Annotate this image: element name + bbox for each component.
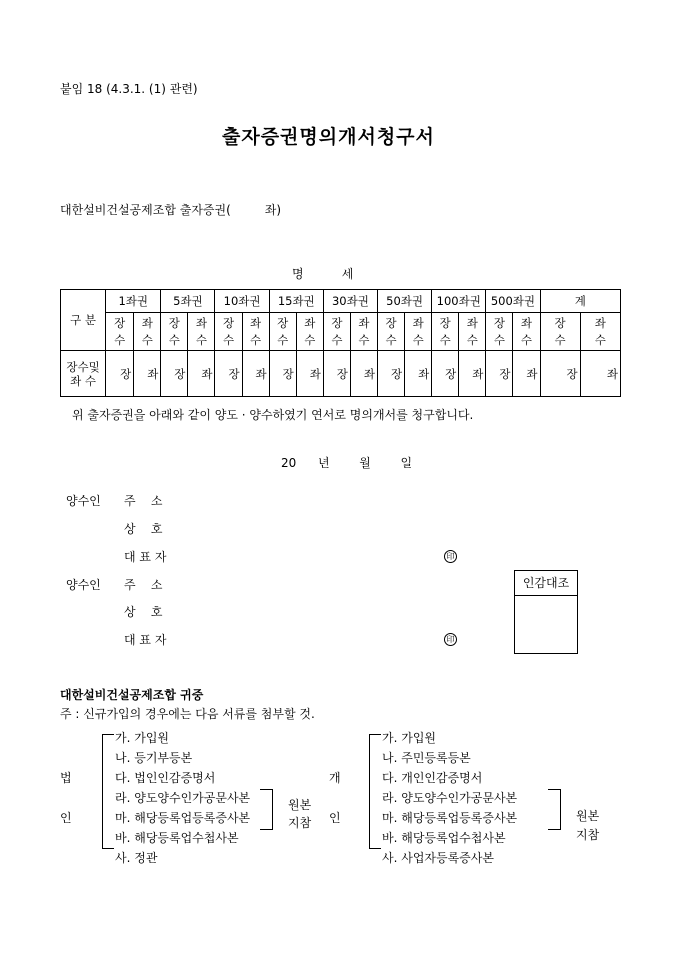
sub-header-units-8	[580, 313, 620, 351]
transferee-company-label: 상 호	[124, 605, 163, 619]
denomination-row	[61, 290, 621, 313]
individual-original: 원본	[576, 809, 600, 823]
transferor-address-label: 주 소	[124, 494, 163, 508]
sub-header-label: 장 수	[331, 315, 343, 347]
sub-header-row	[61, 313, 621, 351]
subject-prefix: 대한설비건설공제조합 출자증권(	[60, 203, 231, 217]
corporate-bring: 지참	[288, 816, 312, 830]
document-item: 가. 가입원	[115, 731, 169, 745]
value-cell-units-1[interactable]	[188, 351, 215, 397]
sub-header-label: 장 수	[222, 315, 235, 347]
individual-bracket-line	[369, 734, 370, 849]
corporate-label-1: 법	[60, 771, 72, 785]
value-cell-units-3[interactable]	[296, 351, 323, 397]
date-m: 월	[359, 456, 371, 470]
unit-label: 좌	[201, 366, 213, 381]
sub-header-units-2	[242, 313, 269, 351]
individual-label-1: 개	[329, 771, 341, 785]
row-header-count-label: 장수및 좌 수	[66, 359, 100, 388]
seal-icon: 印	[444, 550, 457, 563]
individual-label-2: 인	[329, 811, 341, 825]
sub-header-count-0	[106, 313, 134, 351]
sub-header-units-7	[513, 313, 540, 351]
sub-header-label: 좌 수	[195, 315, 207, 347]
sub-header-label: 장 수	[277, 315, 289, 347]
value-cell-units-5[interactable]	[405, 351, 432, 397]
unit-label: 장	[336, 366, 348, 381]
attachment-ref: 붙임 18 (4.3.1. (1) 관련)	[60, 82, 198, 96]
corporate-sub-bracket-bottom	[260, 829, 272, 830]
document-item: 마. 해당등록업등록증사본	[382, 811, 518, 825]
sub-header-units-6	[459, 313, 486, 351]
corporate-bracket-bottom	[102, 848, 114, 849]
unit-label: 장	[120, 366, 132, 381]
sub-header-label: 장 수	[493, 315, 505, 347]
individual-sub-bracket	[560, 789, 561, 830]
corporate-bracket-line	[102, 734, 103, 849]
individual-sub-bracket-top	[548, 789, 560, 790]
individual-bracket-top	[369, 734, 381, 735]
sub-header-label: 좌 수	[466, 315, 478, 347]
value-row	[61, 351, 621, 397]
corporate-sub-bracket	[272, 789, 273, 830]
document-item: 다. 법인인감증명서	[115, 771, 216, 785]
denom-total: 계	[540, 290, 620, 313]
value-cell-count-6[interactable]	[432, 351, 459, 397]
unit-label: 장	[566, 366, 578, 381]
value-cell-units-2[interactable]	[242, 351, 269, 397]
detail-label: 명 세	[292, 267, 354, 281]
corporate-sub-bracket-top	[260, 789, 272, 790]
row-header-count	[61, 351, 106, 397]
document-item: 라. 양도양수인가공문사본	[115, 791, 251, 805]
document-item: 나. 등기부등본	[115, 751, 193, 765]
value-cell-units-4[interactable]	[350, 351, 377, 397]
sub-header-label: 좌 수	[304, 315, 316, 347]
note: 주 : 신규가입의 경우에는 다음 서류를 첨부할 것.	[60, 707, 315, 721]
sub-header-units-0	[134, 313, 161, 351]
unit-label: 좌	[363, 366, 375, 381]
individual-sub-bracket-bottom	[548, 829, 560, 830]
denom-15: 15좌권	[269, 290, 323, 313]
page-title: 출자증권명의개서청구서	[222, 126, 435, 148]
row-header-type: 구 분	[61, 290, 106, 351]
seal-comparison-label: 인감대조	[515, 571, 577, 596]
transferor-role: 양수인	[66, 494, 101, 508]
sub-header-label: 좌 수	[520, 315, 533, 347]
value-cell-count-0[interactable]	[106, 351, 134, 397]
sub-header-units-3	[296, 313, 323, 351]
document-item: 사. 정관	[115, 851, 158, 865]
unit-label: 장	[445, 366, 457, 381]
value-cell-count-8[interactable]	[540, 351, 580, 397]
sub-header-count-1	[161, 313, 188, 351]
value-cell-count-5[interactable]	[378, 351, 405, 397]
unit-label: 좌	[606, 366, 618, 381]
denom-10: 10좌권	[215, 290, 269, 313]
transferee-rep-label: 대 표 자	[124, 633, 167, 647]
seal-comparison-box	[514, 570, 578, 654]
sub-header-label: 장 수	[114, 315, 126, 347]
value-cell-units-0[interactable]	[134, 351, 161, 397]
sub-header-label: 장 수	[439, 315, 451, 347]
statement: 위 출자증권을 아래와 같이 양도 · 양수하였기 연서로 명의개서를 청구합니다.	[72, 408, 474, 422]
value-cell-count-7[interactable]	[486, 351, 513, 397]
value-cell-count-2[interactable]	[215, 351, 242, 397]
document-item: 라. 양도양수인가공문사본	[382, 791, 518, 805]
value-cell-units-6[interactable]	[459, 351, 486, 397]
sub-header-label: 좌 수	[358, 315, 370, 347]
unit-label: 좌	[526, 366, 538, 381]
unit-label: 장	[282, 366, 294, 381]
date-y: 년	[317, 456, 330, 470]
denom-500: 500좌권	[486, 290, 540, 313]
unit-label: 좌	[309, 366, 321, 381]
date-line	[281, 454, 412, 471]
transferor-company-label: 상 호	[124, 522, 163, 536]
unit-label: 장	[174, 366, 186, 381]
sub-header-label: 좌 수	[412, 315, 424, 347]
date-d: 일	[400, 456, 413, 470]
sub-header-count-2	[215, 313, 242, 351]
denom-1: 1좌권	[106, 290, 161, 313]
unit-label: 좌	[472, 366, 484, 381]
value-cell-count-3[interactable]	[269, 351, 296, 397]
document-item: 나. 주민등록등본	[382, 751, 471, 765]
denom-100: 100좌권	[432, 290, 486, 313]
sub-header-label: 장 수	[168, 315, 180, 347]
corporate-bracket-top	[102, 734, 114, 735]
addressee: 대한설비건설공제조합 귀중	[60, 688, 204, 702]
seal-icon: 印	[444, 633, 457, 646]
subject-suffix: 좌)	[264, 203, 282, 217]
sub-header-count-6	[432, 313, 459, 351]
transferee-seal-mark	[444, 631, 457, 646]
unit-label: 장	[390, 366, 403, 381]
denom-50: 50좌권	[378, 290, 432, 313]
sub-header-count-7	[486, 313, 513, 351]
individual-bring: 지참	[576, 828, 600, 842]
sub-header-label: 좌 수	[594, 315, 606, 347]
sub-header-label: 좌 수	[250, 315, 262, 347]
document-item: 바. 해당등록업수첩사본	[115, 831, 239, 845]
date-year: 20	[281, 456, 297, 470]
unit-label: 장	[228, 366, 240, 381]
document-item: 가. 가입원	[382, 731, 436, 745]
transferee-address-label: 주 소	[124, 578, 163, 592]
document-item: 바. 해당등록업수첩사본	[382, 831, 506, 845]
document-item: 사. 사업자등록증사본	[382, 851, 494, 865]
sub-header-units-4	[350, 313, 377, 351]
sub-header-units-5	[405, 313, 432, 351]
value-cell-units-7[interactable]	[513, 351, 540, 397]
value-cell-units-8[interactable]	[580, 351, 620, 397]
unit-label: 장	[499, 366, 511, 381]
sub-header-units-1	[188, 313, 215, 351]
sub-header-label: 장 수	[385, 315, 397, 347]
document-item: 마. 해당등록업등록증사본	[115, 811, 251, 825]
denom-5: 5좌권	[161, 290, 215, 313]
sub-header-label: 장 수	[554, 315, 566, 347]
document-item: 다. 개인인감증명서	[382, 771, 483, 785]
transferor-rep-label: 대 표 자	[124, 550, 167, 564]
unit-label: 좌	[255, 366, 267, 381]
corporate-label-2: 인	[60, 811, 72, 825]
denom-30: 30좌권	[323, 290, 377, 313]
subject-line	[60, 201, 281, 218]
sub-header-count-4	[323, 313, 350, 351]
unit-label: 좌	[147, 366, 159, 381]
sub-header-label: 좌 수	[141, 315, 153, 347]
transferee-role: 양수인	[66, 578, 101, 592]
value-cell-count-4[interactable]	[323, 351, 350, 397]
unit-label: 좌	[418, 366, 430, 381]
individual-bracket-bottom	[369, 848, 381, 849]
transferor-seal-mark	[444, 548, 457, 563]
sub-header-count-5	[378, 313, 405, 351]
value-cell-count-1[interactable]	[161, 351, 188, 397]
sub-header-count-3	[269, 313, 296, 351]
corporate-original: 원본	[288, 798, 312, 812]
sub-header-count-8	[540, 313, 580, 351]
detail-table	[60, 289, 621, 397]
